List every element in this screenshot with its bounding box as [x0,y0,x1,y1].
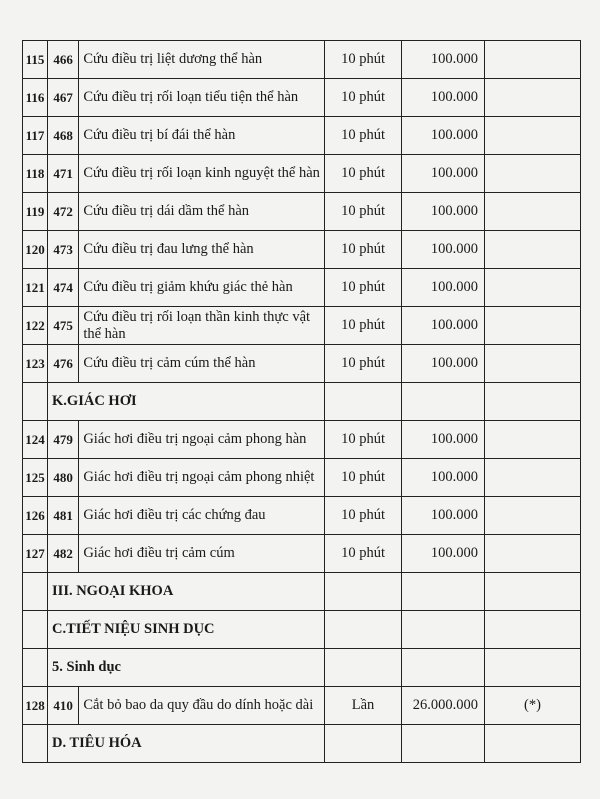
service-price: 100.000 [401,231,484,269]
service-price: 100.000 [401,269,484,307]
row-number: 121 [23,269,48,307]
service-unit: 10 phút [325,535,401,573]
row-number: 128 [23,687,48,725]
row-number: 120 [23,231,48,269]
table-row [23,269,581,307]
price-table [22,40,581,763]
service-price: 100.000 [401,421,484,459]
service-name: Cứu điều trị dái dầm thể hàn [79,193,325,231]
row-number: 117 [23,117,48,155]
service-note [485,41,581,79]
service-note [485,421,581,459]
service-note [485,193,581,231]
service-code: 480 [48,459,79,497]
section-row [23,573,581,611]
service-note [485,307,581,345]
section-row [23,649,581,687]
service-name: Giác hơi điều trị cảm cúm [79,535,325,573]
service-name: Cứu điều trị giảm khứu giác thẻ hàn [79,269,325,307]
service-code: 410 [48,687,79,725]
row-number: 126 [23,497,48,535]
service-code: 467 [48,79,79,117]
service-price: 100.000 [401,193,484,231]
service-unit: 10 phút [325,231,401,269]
table-row [23,193,581,231]
service-unit: 10 phút [325,41,401,79]
price-table-body [23,41,581,763]
service-code: 475 [48,307,79,345]
service-code: 473 [48,231,79,269]
table-row [23,307,581,345]
table-row [23,41,581,79]
row-number: 116 [23,79,48,117]
service-note [485,79,581,117]
service-unit: 10 phút [325,421,401,459]
service-unit: 10 phút [325,117,401,155]
table-row [23,687,581,725]
row-number: 115 [23,41,48,79]
service-unit: 10 phút [325,497,401,535]
row-number: 119 [23,193,48,231]
table-row [23,345,581,383]
row-number: 123 [23,345,48,383]
service-code: 472 [48,193,79,231]
service-price: 26.000.000 [401,687,484,725]
section-heading: III. NGOẠI KHOA [48,573,325,611]
service-code: 479 [48,421,79,459]
service-note: (*) [485,687,581,725]
row-number: 118 [23,155,48,193]
service-note [485,497,581,535]
service-name: Cứu điều trị cảm cúm thể hàn [79,345,325,383]
service-price: 100.000 [401,345,484,383]
table-row [23,459,581,497]
service-note [485,535,581,573]
row-number: 125 [23,459,48,497]
service-note [485,345,581,383]
service-price: 100.000 [401,497,484,535]
table-row [23,117,581,155]
service-name: Giác hơi điều trị ngoại cảm phong nhiệt [79,459,325,497]
service-unit: 10 phút [325,307,401,345]
table-row [23,535,581,573]
service-price: 100.000 [401,459,484,497]
service-name: Cứu điều trị liệt dương thể hàn [79,41,325,79]
service-name: Cắt bỏ bao da quy đầu do dính hoặc dài [79,687,325,725]
table-row [23,79,581,117]
service-code: 468 [48,117,79,155]
table-row [23,497,581,535]
table-row [23,231,581,269]
service-price: 100.000 [401,155,484,193]
section-row [23,383,581,421]
table-row [23,421,581,459]
service-name: Giác hơi điều trị các chứng đau [79,497,325,535]
service-note [485,459,581,497]
service-name: Giác hơi điều trị ngoại cảm phong hàn [79,421,325,459]
service-name: Cứu điều trị bí đái thể hàn [79,117,325,155]
row-number: 122 [23,307,48,345]
service-unit: 10 phút [325,459,401,497]
service-unit: 10 phút [325,269,401,307]
section-heading: D. TIÊU HÓA [48,725,325,763]
service-unit: 10 phút [325,79,401,117]
service-price: 100.000 [401,41,484,79]
section-heading: K.GIÁC HƠI [48,383,325,421]
service-unit: 10 phút [325,155,401,193]
service-name: Cứu điều trị rối loạn kinh nguyệt thể hàn [79,155,325,193]
service-name: Cứu điều trị rối loạn thần kinh thực vật thể hàn [79,307,325,345]
service-code: 474 [48,269,79,307]
service-note [485,117,581,155]
service-unit: Lần [325,687,401,725]
service-note [485,231,581,269]
service-price: 100.000 [401,307,484,345]
service-note [485,269,581,307]
service-code: 476 [48,345,79,383]
service-code: 471 [48,155,79,193]
service-name: Cứu điều trị đau lưng thể hàn [79,231,325,269]
service-price: 100.000 [401,117,484,155]
service-note [485,155,581,193]
service-code: 466 [48,41,79,79]
row-number: 127 [23,535,48,573]
section-row [23,725,581,763]
section-row [23,611,581,649]
row-number: 124 [23,421,48,459]
service-unit: 10 phút [325,345,401,383]
service-name: Cứu điều trị rối loạn tiểu tiện thể hàn [79,79,325,117]
service-price: 100.000 [401,79,484,117]
section-heading: 5. Sinh dục [48,649,325,687]
section-heading: C.TIẾT NIỆU SINH DỤC [48,611,325,649]
service-unit: 10 phút [325,193,401,231]
table-row [23,155,581,193]
service-code: 481 [48,497,79,535]
service-price: 100.000 [401,535,484,573]
service-code: 482 [48,535,79,573]
